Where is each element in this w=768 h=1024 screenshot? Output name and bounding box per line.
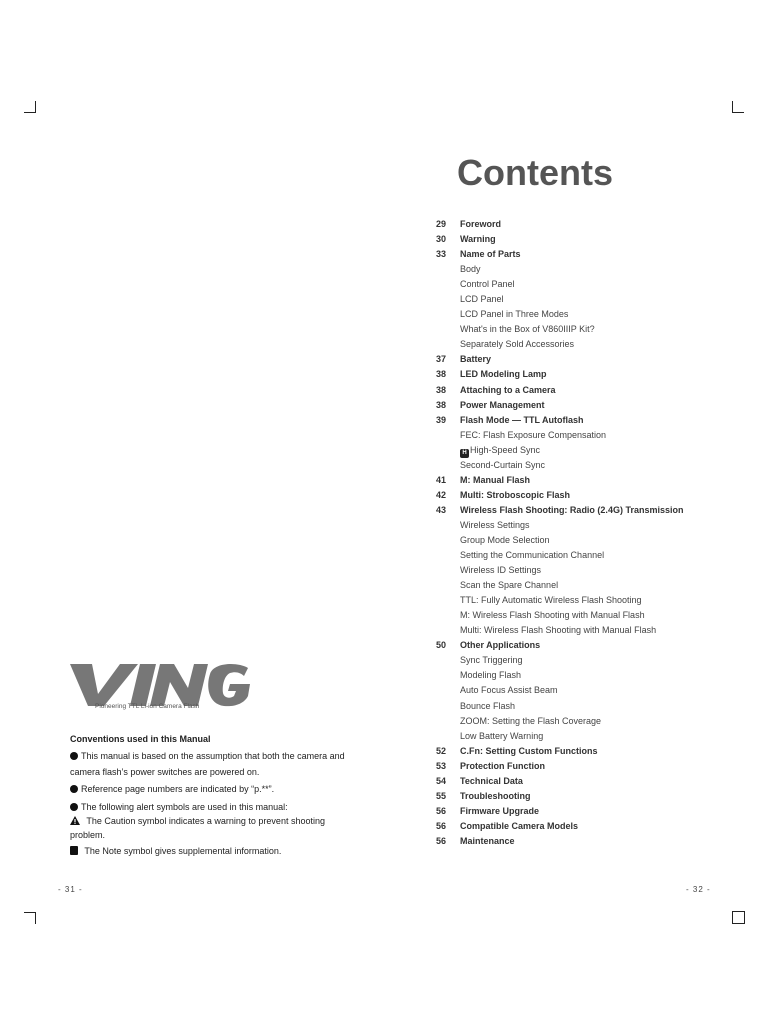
toc-entry: [430, 503, 750, 518]
toc-entry-label: LED Modeling Lamp: [460, 369, 547, 380]
toc-entry: [430, 277, 750, 292]
toc-entry-label: Attaching to a Camera: [460, 384, 556, 395]
conventions-section: [70, 733, 360, 862]
conventions-heading: Conventions used in this Manual: [70, 734, 211, 744]
toc-page-number: 38: [435, 369, 446, 380]
toc-entry-label: Second-Curtain Sync: [460, 459, 546, 470]
toc-page-number: 50: [435, 640, 446, 651]
toc-entry: [430, 653, 750, 668]
page-number-right: - 32 -: [686, 885, 711, 894]
toc-entry-label: Bounce Flash: [460, 700, 516, 711]
toc-entry-label: Firmware Upgrade: [460, 805, 540, 816]
toc-entry: [430, 668, 750, 683]
convention-item: The following alert symbols are used in this manual:: [70, 800, 360, 816]
toc-entry: [430, 714, 750, 729]
toc-entry-label: Compatible Camera Models: [460, 820, 579, 831]
toc-entry: [430, 443, 750, 458]
high-speed-sync-icon: H: [460, 449, 469, 458]
toc-entry-label: ZOOM: Setting the Flash Coverage: [460, 715, 602, 726]
toc-entry: [430, 578, 750, 593]
toc-entry: [430, 533, 750, 548]
toc-entry: [430, 518, 750, 533]
toc-entry: [430, 398, 750, 413]
bullet-icon: [70, 785, 78, 793]
toc-entry: [430, 789, 750, 804]
toc-entry: [430, 352, 750, 367]
toc-entry: [430, 247, 750, 262]
toc-entry-label: What's in the Box of V860IIIP Kit?: [460, 324, 595, 335]
toc-page-number: 43: [435, 504, 446, 515]
toc-entry: [430, 774, 750, 789]
toc-entry: [430, 488, 750, 503]
toc-entry: [430, 232, 750, 247]
toc-entry-label: TTL: Fully Automatic Wireless Flash Shooting: [460, 595, 642, 606]
toc-entry: [430, 322, 750, 337]
toc-page-number: 38: [435, 399, 446, 410]
toc-entry-label: Name of Parts: [460, 249, 521, 260]
toc-entry: [430, 638, 750, 653]
toc-entry-label: Wireless Settings: [460, 519, 530, 530]
convention-item: This manual is based on the assumption that both the camera and camera flash’s power switches are powered on.: [70, 751, 345, 777]
toc-entry: [430, 819, 750, 834]
toc-entry-label: Technical Data: [460, 775, 523, 786]
toc-page-number: 42: [435, 489, 446, 500]
toc-entry-label: Troubleshooting: [460, 790, 531, 801]
toc-entry-label: Body: [460, 264, 481, 275]
toc-page-number: 56: [435, 805, 446, 816]
page-title: Contents: [457, 152, 613, 193]
toc-entry-label: Modeling Flash: [460, 670, 522, 681]
toc-entry-label: Auto Focus Assist Beam: [460, 685, 558, 696]
toc-entry: [430, 623, 750, 638]
toc-page-number: 52: [435, 745, 446, 756]
toc-entry: [430, 367, 750, 382]
toc-entry-label: Wireless Flash Shooting: Radio (2.4G) Transmission: [460, 504, 684, 515]
toc-entry: [430, 683, 750, 698]
toc-entry-label: Separately Sold Accessories: [460, 339, 575, 350]
toc-entry-label: [460, 443, 540, 458]
page-number-left: - 31 -: [58, 885, 83, 894]
toc-entry: [430, 759, 750, 774]
toc-entry-label: Setting the Communication Channel: [460, 550, 605, 561]
toc-entry: [430, 292, 750, 307]
toc-page-number: 56: [435, 835, 446, 846]
convention-item: The Caution symbol indicates a warning to prevent shooting problem.: [70, 816, 325, 840]
toc-entry: [430, 834, 750, 849]
toc-entry: [430, 307, 750, 322]
toc-entry: [430, 608, 750, 623]
toc-entry-label: Flash Mode — TTL Autoflash: [460, 414, 584, 425]
toc-entry-label: LCD Panel in Three Modes: [460, 309, 569, 320]
toc-entry: [430, 458, 750, 473]
toc-page-number: 39: [435, 414, 446, 425]
toc-page-number: 55: [435, 790, 446, 801]
toc-entry: [430, 563, 750, 578]
toc-page-number: 30: [435, 234, 446, 245]
toc-entry-label: Battery: [460, 354, 492, 365]
toc-page-number: 38: [435, 384, 446, 395]
toc-entry-label: Multi: Wireless Flash Shooting with Manual Flash: [460, 625, 657, 636]
convention-item: Reference page numbers are indicated by “p.**”.: [70, 782, 360, 798]
toc-entry-label: Group Mode Selection: [460, 534, 550, 545]
toc-entry: [430, 337, 750, 352]
toc-entry-label: M: Wireless Flash Shooting with Manual Flash: [460, 610, 645, 621]
table-of-contents: [430, 217, 750, 849]
toc-entry-label: Warning: [460, 234, 496, 245]
toc-entry-label: LCD Panel: [460, 294, 504, 305]
toc-entry-label: Multi: Stroboscopic Flash: [460, 489, 571, 500]
toc-page-number: 53: [435, 760, 446, 771]
toc-entry: [430, 804, 750, 819]
toc-entry-label: Protection Function: [460, 760, 545, 771]
toc-page-number: 29: [435, 219, 446, 229]
toc-entry: [430, 593, 750, 608]
toc-entry-label: FEC: Flash Exposure Compensation: [460, 429, 607, 440]
toc-entry: [430, 217, 750, 232]
toc-entry-label: Low Battery Warning: [460, 730, 544, 741]
toc-page-number: 54: [435, 775, 446, 786]
toc-entry: [430, 413, 750, 428]
logo-tagline: Pioneering TTL Li-ion Camera Flash: [95, 703, 200, 710]
bullet-icon: [70, 752, 78, 760]
toc-page-number: 33: [435, 249, 446, 260]
toc-entry: [430, 383, 750, 398]
toc-entry-label: M: Manual Flash: [460, 474, 531, 485]
toc-entry: [430, 744, 750, 759]
note-icon: [70, 846, 78, 855]
toc-entry-label: Power Management: [460, 399, 545, 410]
toc-entry-label: Control Panel: [460, 279, 515, 290]
toc-entry: [430, 729, 750, 744]
toc-page-number: 56: [435, 820, 446, 831]
convention-item: The Note symbol gives supplemental information.: [70, 844, 360, 860]
toc-entry-label: Other Applications: [460, 640, 541, 651]
toc-entry: [430, 428, 750, 443]
toc-entry: [430, 473, 750, 488]
toc-entry-label: Wireless ID Settings: [460, 565, 542, 576]
bullet-icon: [70, 803, 78, 811]
toc-entry-label: C.Fn: Setting Custom Functions: [460, 745, 598, 756]
toc-entry-text: High-Speed Sync: [470, 444, 541, 455]
toc-entry-label: Foreword: [460, 219, 502, 229]
toc-entry: [430, 699, 750, 714]
toc-entry-label: Maintenance: [460, 835, 515, 846]
caution-icon: [70, 816, 80, 825]
toc-page-number: 37: [435, 354, 446, 365]
toc-entry-label: Sync Triggering: [460, 655, 523, 666]
toc-entry-label: Scan the Spare Channel: [460, 580, 559, 591]
toc-page-number: 41: [435, 474, 446, 485]
toc-entry: [430, 548, 750, 563]
toc-entry: [430, 262, 750, 277]
